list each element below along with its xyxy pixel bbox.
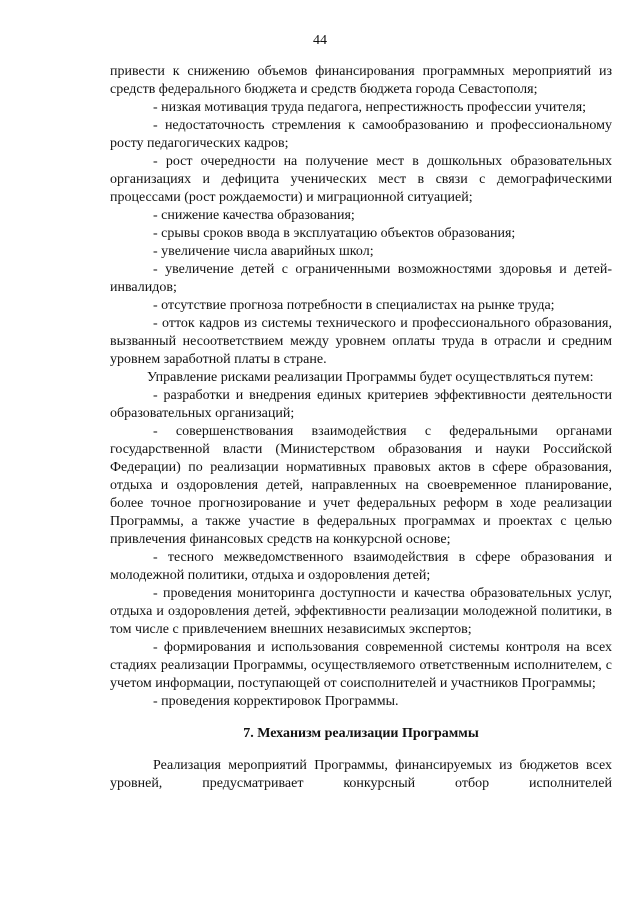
paragraph: - разработки и внедрения единых критериев эффективности деятельности образовательных организаций; bbox=[110, 388, 612, 421]
paragraph: - рост очередности на получение мест в дошкольных образовательных организациях и дефицита ученических мест в связи с демографическими процессами (рост рождаемости) и миграционной ситуацией; bbox=[110, 154, 612, 205]
paragraphs-before-heading bbox=[110, 63, 612, 711]
paragraph: - совершенствования взаимодействия с федеральными органами государственной власти (Министерством образования и науки Российской Федерации) по реализации нормативных правовых актов в сфере образования, отдыха и оздоровления детей, направленных на своевременное планирование, более точное прогнозирование и учет федеральных реформ в ходе реализации Программы, а также участие в федеральных программах и проектах с целью привлечения финансовых средств на конкурсной основе; bbox=[110, 424, 612, 547]
paragraph: - снижение качества образования; bbox=[153, 208, 355, 223]
paragraph: Управление рисками реализации Программы будет осуществляться путем: bbox=[147, 370, 594, 385]
document-body bbox=[110, 63, 612, 793]
paragraph: привести к снижению объемов финансирования программных мероприятий из средств федерального бюджета и средств бюджета города Севастополя; bbox=[110, 64, 612, 97]
paragraph: - тесного межведомственного взаимодействия в сфере образования и молодежной политики, отдыха и оздоровления детей; bbox=[110, 550, 612, 583]
section-heading: 7. Механизм реализации Программы bbox=[243, 726, 479, 741]
paragraph: - отток кадров из системы технического и профессионального образования, вызванный несоответствием между уровнем оплаты труда в отрасли и средним уровнем заработной платы в стране. bbox=[110, 316, 612, 367]
paragraph: - увеличение числа аварийных школ; bbox=[153, 244, 374, 259]
paragraph-after-heading: Реализация мероприятий Программы, финансируемых из бюджетов всех уровней, предусматривает конкурсный отбор исполнителей bbox=[110, 758, 612, 791]
paragraph: - проведения корректировок Программы. bbox=[153, 694, 399, 709]
paragraph: - формирования и использования современной системы контроля на всех стадиях реализации Программы, осуществляемого ответственным исполнителем, с учетом информации, поступающей от соисполнителей и участников Программы; bbox=[110, 640, 612, 691]
paragraph: - отсутствие прогноза потребности в специалистах на рынке труда; bbox=[153, 298, 555, 313]
paragraph: - срывы сроков ввода в эксплуатацию объектов образования; bbox=[153, 226, 516, 241]
paragraph: - недостаточность стремления к самообразованию и профессиональному росту педагогических кадров; bbox=[110, 118, 612, 151]
paragraph: - увеличение детей с ограниченными возможностями здоровья и детей-инвалидов; bbox=[110, 262, 612, 295]
paragraph: - низкая мотивация труда педагога, непрестижность профессии учителя; bbox=[153, 100, 587, 115]
paragraph: - проведения мониторинга доступности и качества образовательных услуг, отдыха и оздоровления детей, эффективности реализации молодежной политики, в том числе с привлечением внешних независимых экспертов; bbox=[110, 586, 612, 637]
page-number: 44 bbox=[313, 33, 327, 48]
